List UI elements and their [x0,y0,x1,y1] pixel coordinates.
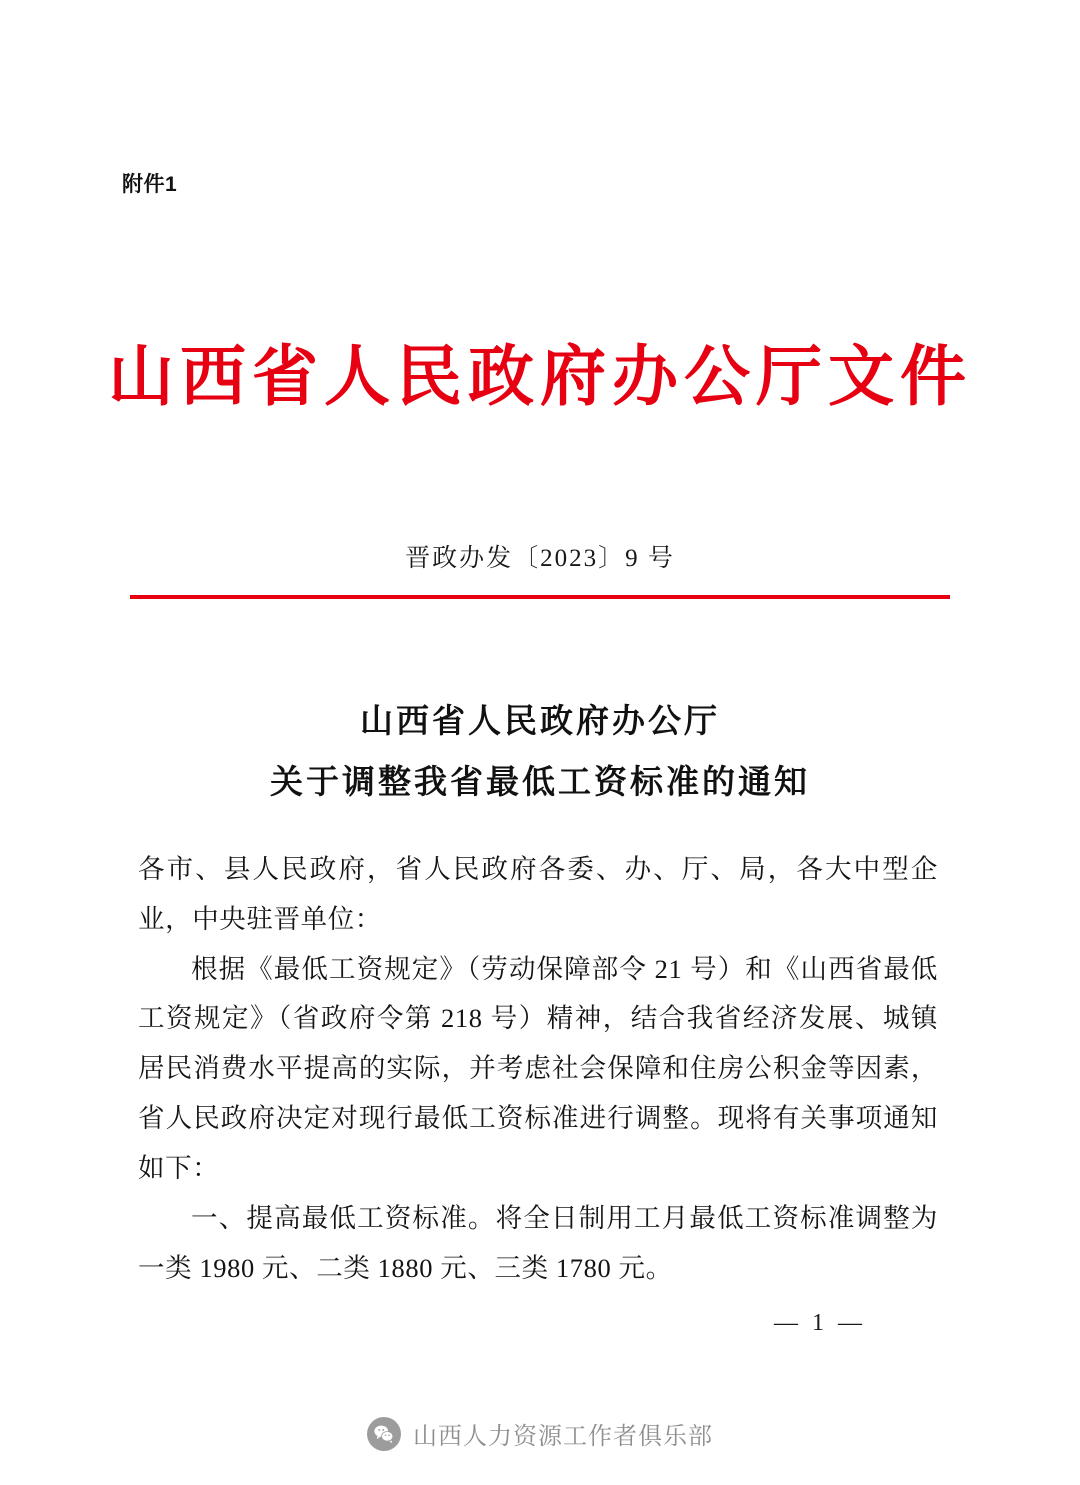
paragraph-addressee: 各市、县人民政府，省人民政府各委、办、厅、局，各大中型企业，中央驻晋单位： [138,854,938,934]
document-masthead: 山西省人民政府办公厅文件 [108,337,972,415]
page-number: — 1 — [774,1310,866,1336]
document-number: 晋政办发〔2023〕9 号 [405,545,675,572]
title-line-1: 山西省人民政府办公厅 [360,701,720,740]
attachment-label: 附件1 [122,173,178,196]
paragraph-basis: 根据《最低工资规定》（劳动保障部令 21 号）和《山西省最低工资规定》（省政府令第 218 号）精神，结合我省经济发展、城镇居民消费水平提高的实际，并考虑社会保障和住房公积金等因素，省人民政府决定对现行最低工资标准进行调整。现将有关事项通知如下： [138,953,938,1183]
document-title [130,690,950,812]
footer-credit [0,1416,1080,1451]
document-body [138,845,938,1293]
footer-credit-text: 山西人力资源工作者俱乐部 [413,1423,713,1450]
red-divider-rule [130,595,950,599]
wechat-icon [367,1417,401,1451]
title-line-2: 关于调整我省最低工资标准的通知 [270,762,810,802]
paragraph-item-one: 一、提高最低工资标准。将全日制用工月最低工资标准调整为一类 1980 元、二类 1880 元、三类 1780 元。 [138,1202,938,1283]
